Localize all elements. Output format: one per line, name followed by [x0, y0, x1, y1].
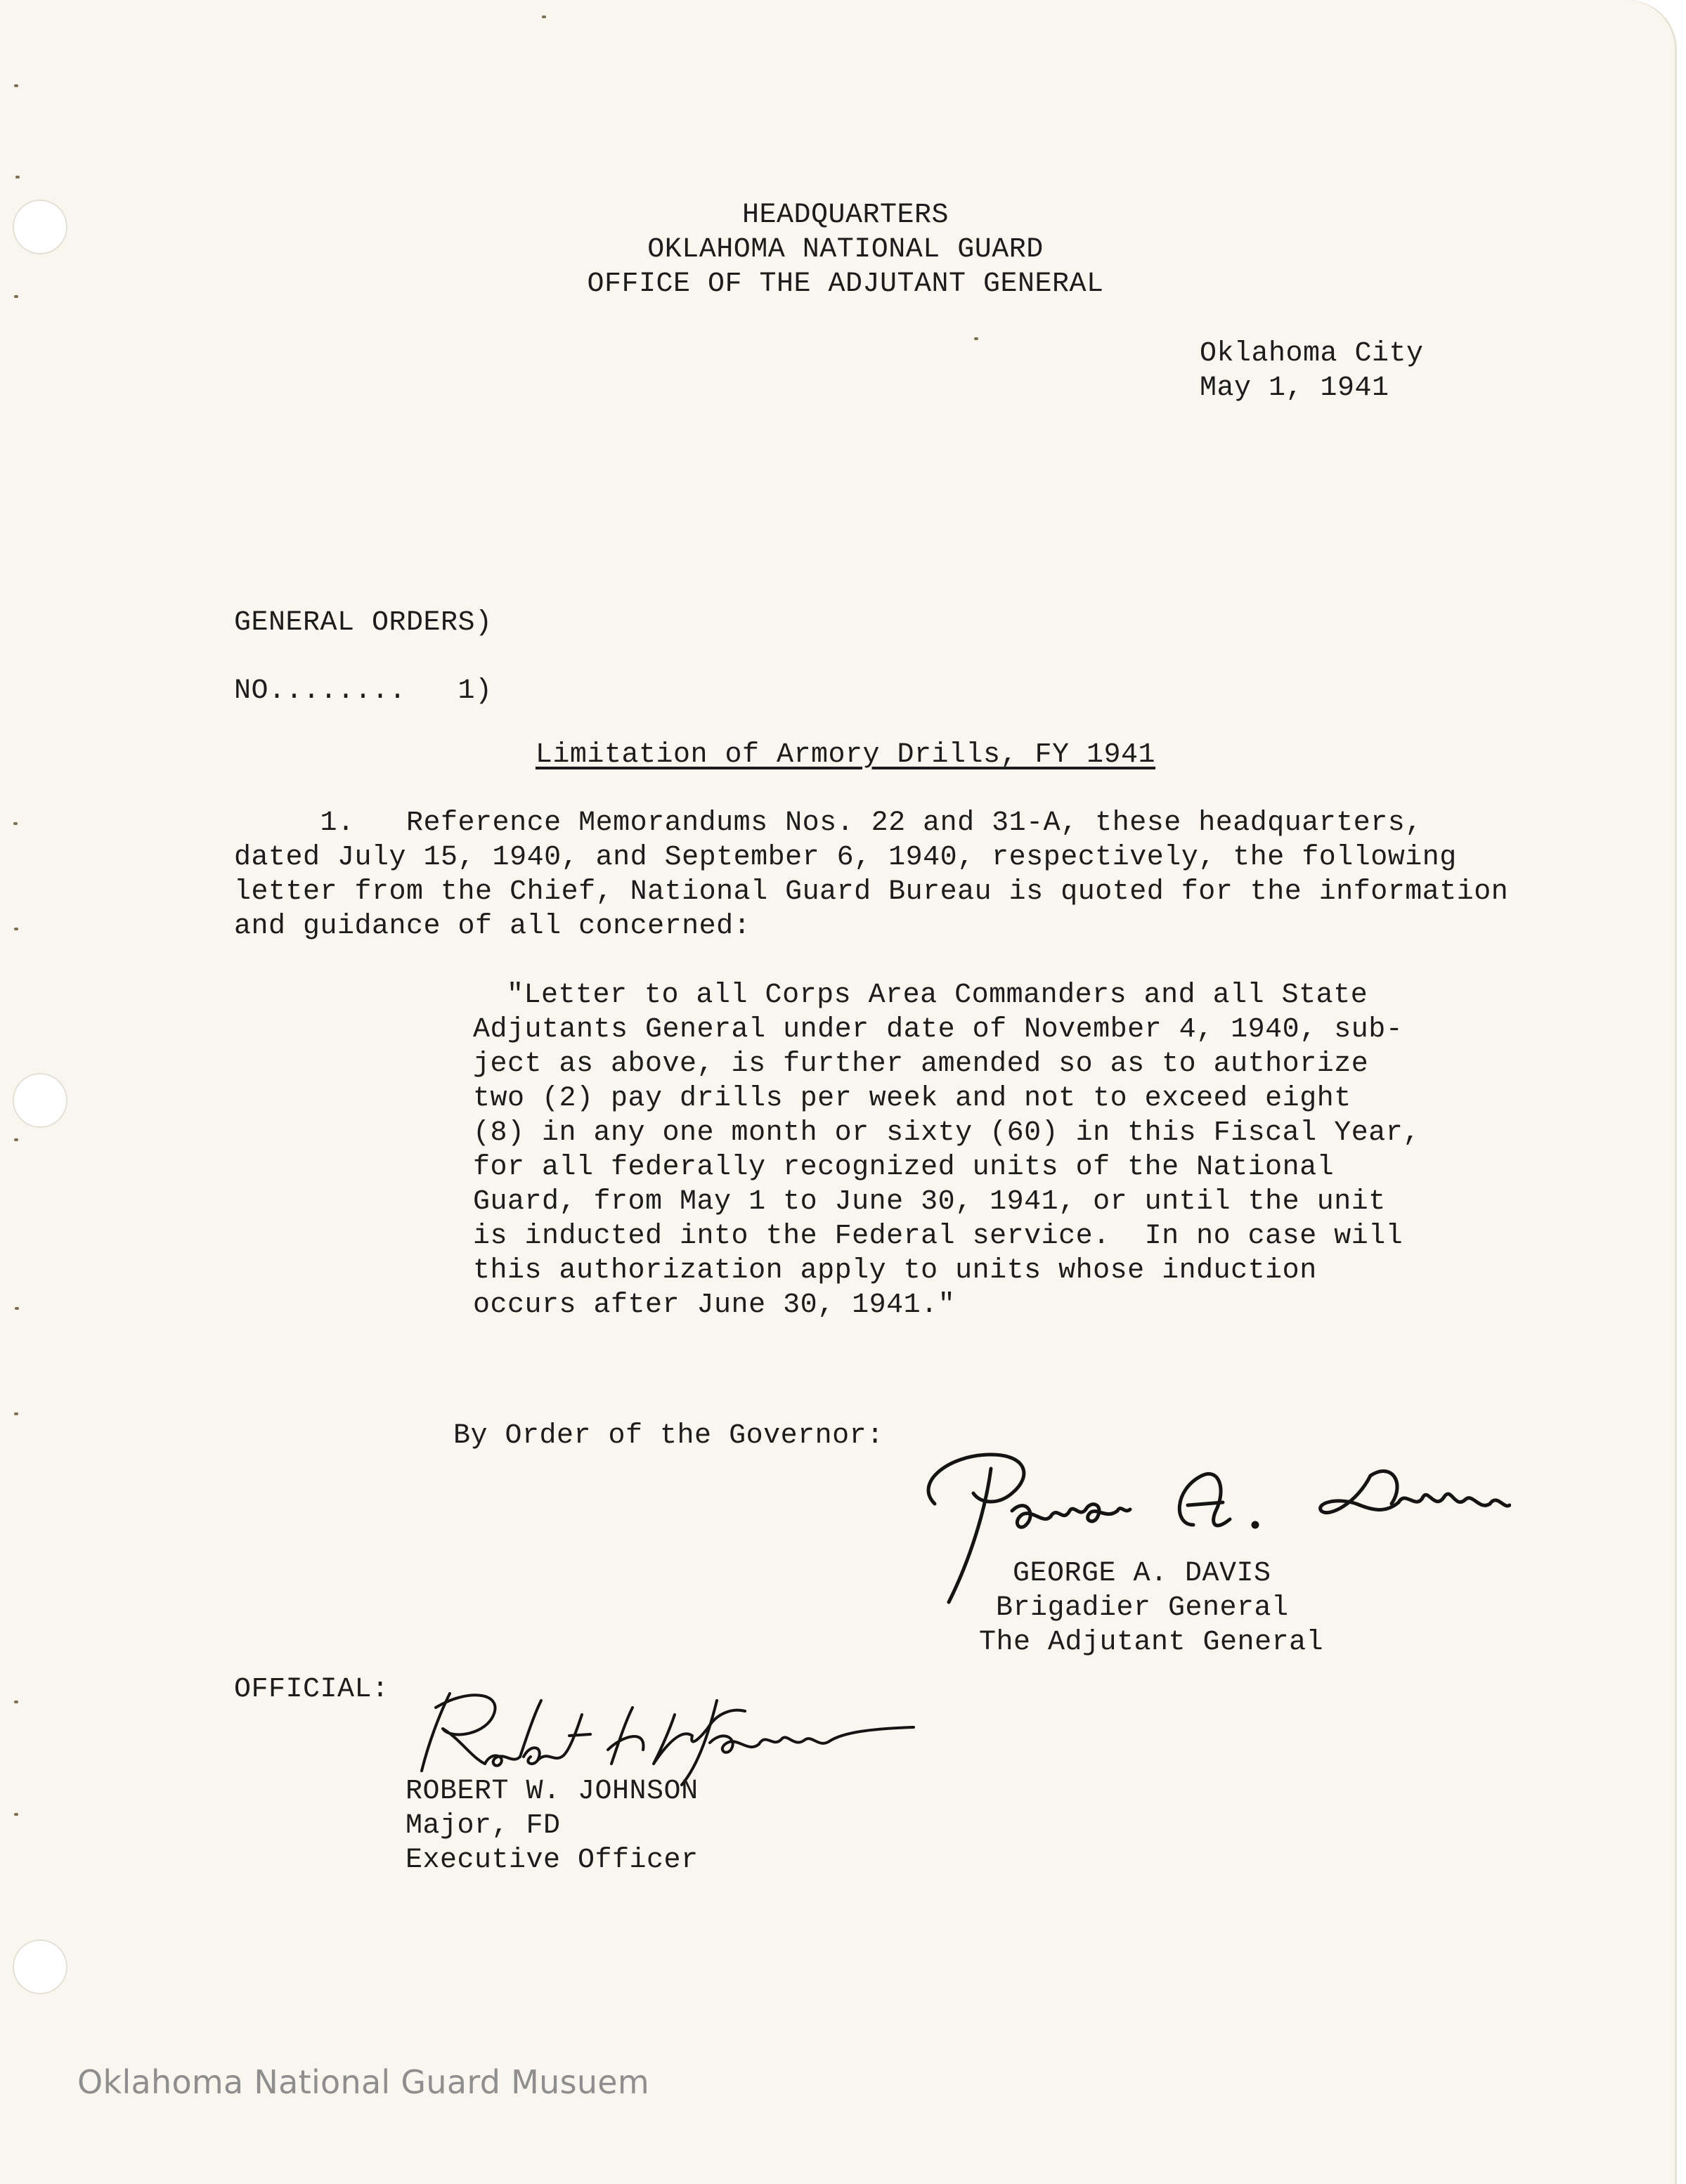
dateline-place: Oklahoma City: [1200, 338, 1424, 370]
quote-line: two (2) pay drills per week and not to exceed eight: [473, 1083, 1351, 1114]
official-title: Executive Officer: [406, 1845, 699, 1876]
dateline-date: May 1, 1941: [1200, 372, 1389, 404]
quote-line: "Letter to all Corps Area Commanders and all State: [507, 980, 1368, 1011]
paper-speck: [14, 1138, 18, 1141]
paragraph-line: 1. Reference Memorandums Nos. 22 and 31-A, these headquarters,: [234, 807, 1422, 839]
letterhead-line-2: OKLAHOMA NATIONAL GUARD: [647, 234, 1044, 266]
paper-speck: [13, 822, 18, 825]
paper-speck: [14, 84, 18, 87]
quote-line: is inducted into the Federal service. In no case will: [473, 1221, 1403, 1252]
quote-line: Adjutants General under date of November 4, 1940, sub-: [473, 1014, 1403, 1046]
paper-speck: [14, 1813, 18, 1816]
document-title: Limitation of Armory Drills, FY 1941: [535, 739, 1156, 771]
quote-line: Guard, from May 1 to June 30, 1941, or until the unit: [473, 1186, 1386, 1218]
official-label: OFFICIAL:: [234, 1674, 389, 1705]
binder-hole-bottom: [13, 1939, 67, 1994]
signatory-rank: Brigadier General: [996, 1592, 1289, 1624]
paper-speck: [14, 928, 18, 930]
paragraph-line: and guidance of all concerned:: [234, 911, 751, 942]
letterhead-line-3: OFFICE OF THE ADJUTANT GENERAL: [587, 268, 1104, 300]
quote-line: this authorization apply to units whose induction: [473, 1255, 1317, 1287]
letterhead-line-1: HEADQUARTERS: [741, 200, 949, 231]
paper-speck: [15, 1307, 19, 1310]
paragraph-line: letter from the Chief, National Guard Bureau is quoted for the information: [234, 876, 1509, 908]
official-rank: Major, FD: [406, 1810, 561, 1842]
quote-line: ject as above, is further amended so as to authorize: [473, 1048, 1369, 1080]
signatory-name: GEORGE A. DAVIS: [1013, 1558, 1271, 1590]
general-orders-label: GENERAL ORDERS): [234, 607, 493, 639]
quote-line: (8) in any one month or sixty (60) in this Fiscal Year,: [473, 1117, 1420, 1149]
order-number: NO........ 1): [234, 675, 493, 707]
quote-line: for all federally recognized units of the National: [473, 1152, 1335, 1183]
paper-speck: [542, 15, 546, 18]
paragraph-line: dated July 15, 1940, and September 6, 1940, respectively, the following: [234, 842, 1457, 873]
paper-speck: [14, 1412, 18, 1415]
quote-line: occurs after June 30, 1941.": [473, 1289, 956, 1321]
museum-watermark: Oklahoma National Guard Musuem: [77, 2063, 650, 2101]
signatory-title: The Adjutant General: [979, 1627, 1324, 1658]
official-name: ROBERT W. JOHNSON: [406, 1776, 699, 1807]
binder-hole-middle: [13, 1073, 67, 1128]
paper-speck: [14, 1701, 18, 1703]
paper-speck: [15, 176, 20, 178]
by-order-line: By Order of the Governor:: [453, 1420, 884, 1452]
paper-speck: [974, 337, 978, 340]
